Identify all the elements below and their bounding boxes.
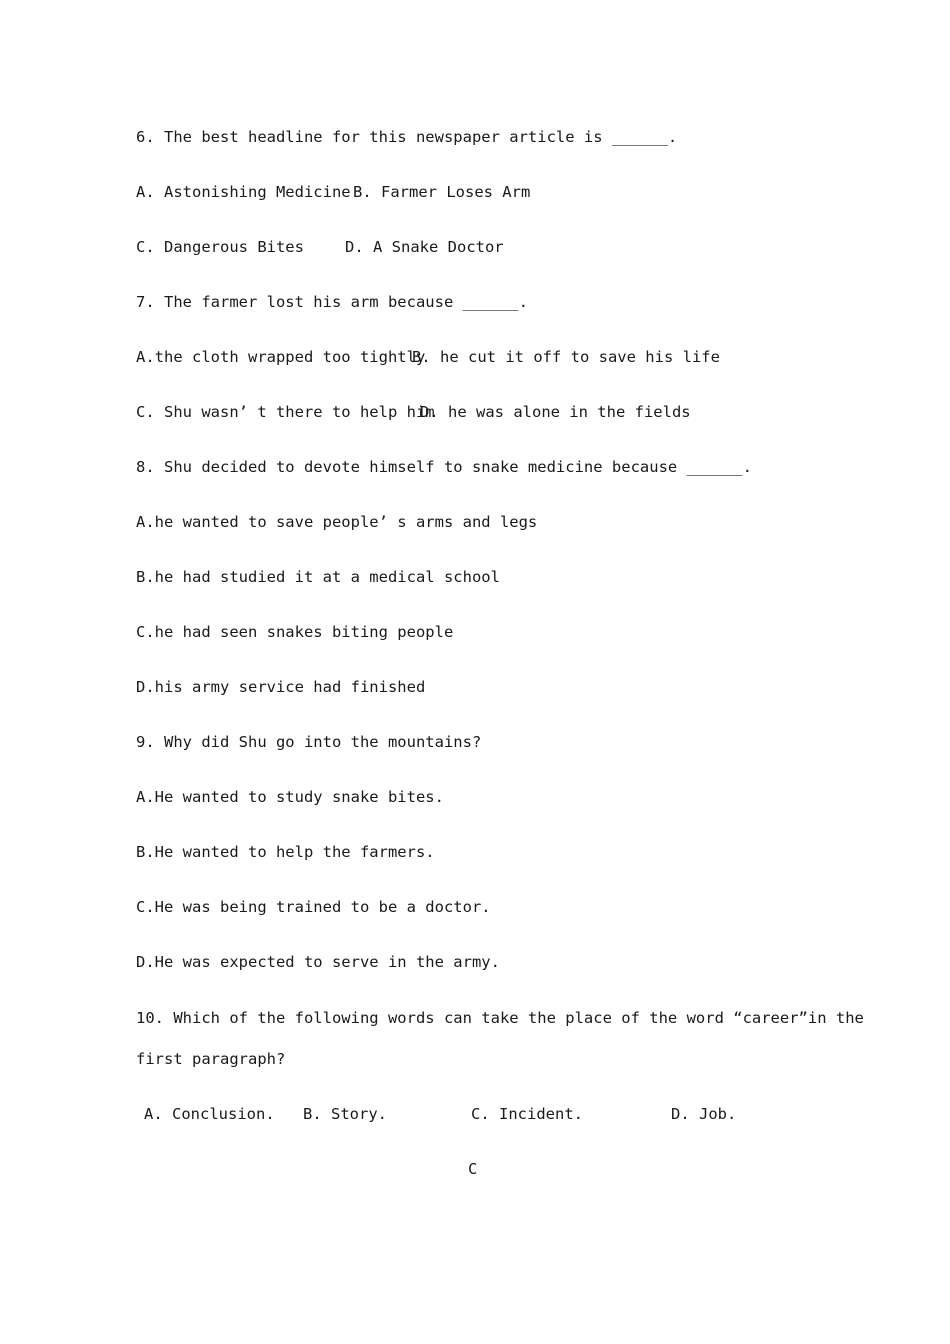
question-7-stem: 7. The farmer lost his arm because ______.	[136, 293, 528, 311]
question-8-option-d: D.his army service had finished	[136, 678, 426, 696]
question-10-option-a: A. Conclusion.	[144, 1105, 275, 1123]
question-6-option-d: D. A Snake Doctor	[345, 238, 504, 256]
question-7-option-a: A.the cloth wrapped too tightly	[136, 348, 426, 366]
question-6-option-b: B. Farmer Loses Arm	[353, 183, 531, 201]
question-9-option-c: C.He was being trained to be a doctor.	[136, 898, 491, 916]
question-7-option-c: C. Shu wasn’ t there to help him	[136, 403, 435, 421]
question-9-stem: 9. Why did Shu go into the mountains?	[136, 733, 482, 751]
question-6-stem: 6. The best headline for this newspaper article is ______.	[136, 128, 678, 146]
question-8-stem: 8. Shu decided to devote himself to snake medicine because ______.	[136, 458, 752, 476]
question-9-option-a: A.He wanted to study snake bites.	[136, 788, 444, 806]
question-9-option-b: B.He wanted to help the farmers.	[136, 843, 435, 861]
question-8-option-c: C.he had seen snakes biting people	[136, 623, 454, 641]
question-9-option-d: D.He was expected to serve in the army.	[136, 953, 500, 971]
question-10-option-b: B. Story.	[303, 1105, 387, 1123]
question-6-option-c: C. Dangerous Bites	[136, 238, 304, 256]
question-7-option-b: B. he cut it off to save his life	[412, 348, 720, 366]
question-7-option-d: D. he was alone in the fields	[420, 403, 691, 421]
question-10-option-d: D. Job.	[671, 1105, 737, 1123]
question-8-option-b: B.he had studied it at a medical school	[136, 568, 500, 586]
question-10-option-c: C. Incident.	[471, 1105, 583, 1123]
question-10-stem-line-1: 10. Which of the following words can take the place of the word “career”in the	[136, 1009, 864, 1027]
question-10-stem-line-2: first paragraph?	[136, 1050, 286, 1068]
question-8-option-a: A.he wanted to save people’ s arms and legs	[136, 513, 538, 531]
question-6-option-a: A. Astonishing Medicine	[136, 183, 351, 201]
answer-fragment: C	[468, 1160, 478, 1178]
